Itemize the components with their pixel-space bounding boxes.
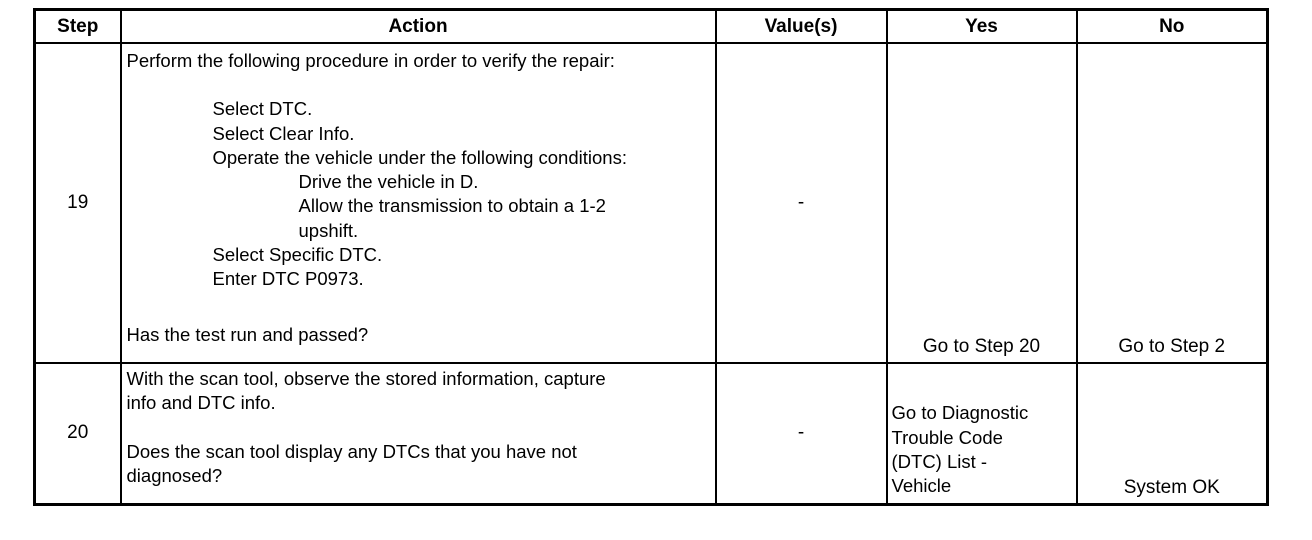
no-cell: Go to Step 2 <box>1077 43 1268 363</box>
action-line: Select Specific DTC. <box>212 244 383 266</box>
action-question: Has the test run and passed? <box>126 323 369 345</box>
action-question: diagnosed? <box>126 464 223 486</box>
yes-cell <box>887 363 1077 504</box>
action-line: Operate the vehicle under the following conditions: <box>212 146 627 168</box>
action-intro: info and DTC info. <box>126 392 276 414</box>
step-number: 19 <box>35 43 121 363</box>
yes-line: Trouble Code <box>891 426 1003 448</box>
action-line: Enter DTC P0973. <box>212 268 364 290</box>
header-step: Step <box>35 10 121 44</box>
action-question: Does the scan tool display any DTCs that you have not <box>126 440 577 462</box>
table-row-step-20 <box>35 363 1268 504</box>
table-row-step-19 <box>35 43 1268 363</box>
no-cell: System OK <box>1077 363 1268 504</box>
yes-line: Vehicle <box>891 475 952 497</box>
yes-line: Go to Diagnostic <box>891 402 1029 424</box>
yes-line: (DTC) List - <box>891 450 988 472</box>
action-line: Select Clear Info. <box>212 122 355 144</box>
action-intro: Perform the following procedure in order to verify the repair: <box>126 50 615 71</box>
header-no: No <box>1077 10 1268 44</box>
action-text <box>122 364 715 488</box>
action-subline: Allow the transmission to obtain a 1-2 <box>298 195 606 217</box>
header-action: Action <box>121 10 716 44</box>
step-number: 20 <box>35 363 121 504</box>
action-text <box>122 44 715 347</box>
action-subline: Drive the vehicle in D. <box>298 171 479 193</box>
yes-cell: Go to Step 20 <box>887 43 1077 363</box>
action-cell <box>121 43 716 363</box>
header-row <box>35 10 1268 44</box>
header-yes: Yes <box>887 10 1077 44</box>
header-values: Value(s) <box>716 10 887 44</box>
action-cell <box>121 363 716 504</box>
diagnostic-table <box>33 8 1269 506</box>
action-subline: upshift. <box>298 219 359 241</box>
values-cell: - <box>716 43 887 363</box>
values-cell: - <box>716 363 887 504</box>
action-line: Select DTC. <box>212 98 313 120</box>
action-intro: With the scan tool, observe the stored information, capture <box>126 368 606 389</box>
